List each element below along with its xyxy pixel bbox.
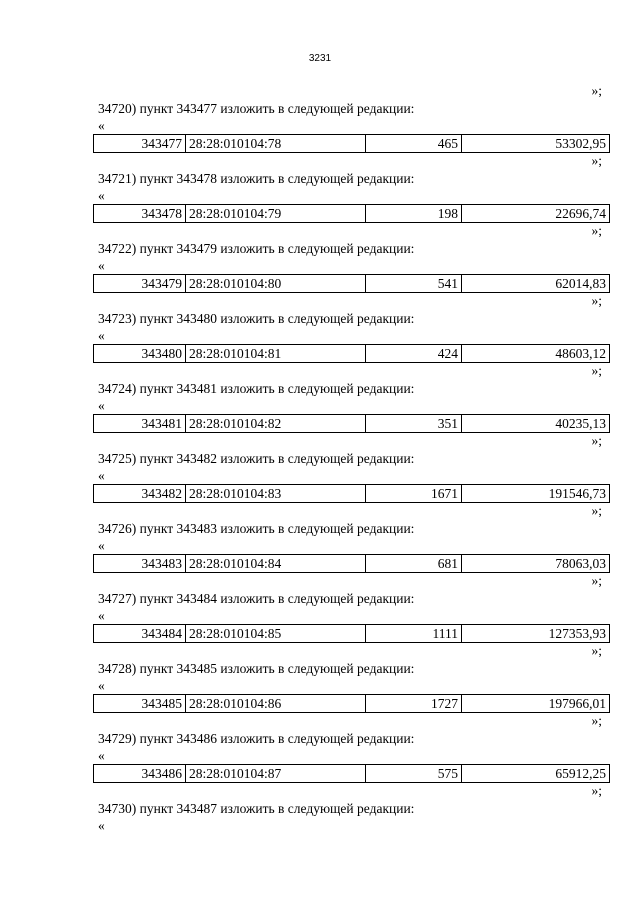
item-number-cell: 343479	[94, 275, 186, 293]
cadastral-number-cell: 28:28:010104:79	[186, 205, 366, 223]
amendment-block	[93, 642, 610, 712]
amendment-block	[93, 432, 610, 502]
table-row	[93, 624, 610, 643]
amendment-text: 34721) пункт 343478 изложить в следующей редакции:	[98, 171, 415, 186]
table-row	[93, 414, 610, 433]
table-row	[93, 274, 610, 293]
amendment-block	[93, 222, 610, 292]
amendment-block	[93, 502, 610, 572]
cadastral-number-cell: 28:28:010104:82	[186, 415, 366, 433]
item-number-cell: 343486	[94, 765, 186, 783]
table-row	[93, 484, 610, 503]
value-cell: 62014,83	[462, 275, 610, 293]
amendment-block	[93, 292, 610, 362]
closing-quote: »;	[591, 153, 602, 168]
closing-quote: »;	[591, 293, 602, 308]
closing-quote: »;	[591, 713, 602, 728]
area-cell: 1671	[366, 485, 462, 503]
area-cell: 198	[366, 205, 462, 223]
value-cell: 78063,03	[462, 555, 610, 573]
closing-quote: »;	[591, 503, 602, 518]
area-cell: 681	[366, 555, 462, 573]
closing-quote: »;	[591, 783, 602, 798]
table-row	[93, 344, 610, 363]
area-cell: 541	[366, 275, 462, 293]
value-cell: 53302,95	[462, 135, 610, 153]
opening-quote: «	[98, 328, 105, 343]
table-row	[93, 764, 610, 783]
area-cell: 465	[366, 135, 462, 153]
closing-quote: »;	[591, 573, 602, 588]
closing-quote: »;	[591, 363, 602, 378]
opening-quote: «	[98, 468, 105, 483]
cadastral-number-cell: 28:28:010104:84	[186, 555, 366, 573]
amendment-text: 34727) пункт 343484 изложить в следующей редакции:	[98, 591, 415, 606]
table-row	[93, 554, 610, 573]
amendment-block	[93, 362, 610, 432]
amendment-text: 34724) пункт 343481 изложить в следующей редакции:	[98, 381, 415, 396]
opening-quote: «	[98, 748, 105, 763]
area-cell: 424	[366, 345, 462, 363]
amendment-block	[93, 712, 610, 782]
amendment-text: 34728) пункт 343485 изложить в следующей редакции:	[98, 661, 415, 676]
opening-quote: «	[98, 398, 105, 413]
item-number-cell: 343485	[94, 695, 186, 713]
amendment-text: 34726) пункт 343483 изложить в следующей редакции:	[98, 521, 415, 536]
value-cell: 40235,13	[462, 415, 610, 433]
closing-quote: »;	[591, 433, 602, 448]
opening-quote: «	[98, 188, 105, 203]
value-cell: 191546,73	[462, 485, 610, 503]
opening-quote: «	[98, 678, 105, 693]
cadastral-number-cell: 28:28:010104:81	[186, 345, 366, 363]
closing-quote: »;	[591, 643, 602, 658]
amendment-text: 34729) пункт 343486 изложить в следующей редакции:	[98, 731, 415, 746]
cadastral-number-cell: 28:28:010104:80	[186, 275, 366, 293]
item-number-cell: 343478	[94, 205, 186, 223]
table-row	[93, 134, 610, 153]
closing-quote: »;	[591, 223, 602, 238]
cadastral-number-cell: 28:28:010104:86	[186, 695, 366, 713]
cadastral-number-cell: 28:28:010104:78	[186, 135, 366, 153]
table-row	[93, 204, 610, 223]
amendment-block	[93, 152, 610, 222]
area-cell: 1111	[366, 625, 462, 643]
page-number: 3231	[308, 53, 332, 64]
amendment-text: 34725) пункт 343482 изложить в следующей редакции:	[98, 451, 415, 466]
value-cell: 22696,74	[462, 205, 610, 223]
item-number-cell: 343480	[94, 345, 186, 363]
value-cell: 48603,12	[462, 345, 610, 363]
item-number-cell: 343477	[94, 135, 186, 153]
area-cell: 351	[366, 415, 462, 433]
amendment-text: 34723) пункт 343480 изложить в следующей редакции:	[98, 311, 415, 326]
cadastral-number-cell: 28:28:010104:85	[186, 625, 366, 643]
cadastral-number-cell: 28:28:010104:87	[186, 765, 366, 783]
opening-quote: «	[98, 258, 105, 273]
cadastral-number-cell: 28:28:010104:83	[186, 485, 366, 503]
amendment-text: 34722) пункт 343479 изложить в следующей редакции:	[98, 241, 415, 256]
document-body	[93, 82, 610, 833]
area-cell: 1727	[366, 695, 462, 713]
opening-quote: «	[98, 608, 105, 623]
item-number-cell: 343483	[94, 555, 186, 573]
amendment-block	[93, 572, 610, 642]
amendment-text: 34730) пункт 343487 изложить в следующей редакции:	[98, 801, 415, 816]
area-cell: 575	[366, 765, 462, 783]
amendment-block	[93, 82, 610, 152]
item-number-cell: 343481	[94, 415, 186, 433]
table-row	[93, 694, 610, 713]
opening-quote: «	[98, 818, 105, 833]
value-cell: 127353,93	[462, 625, 610, 643]
amendment-text: 34720) пункт 343477 изложить в следующей редакции:	[98, 101, 415, 116]
value-cell: 197966,01	[462, 695, 610, 713]
item-number-cell: 343482	[94, 485, 186, 503]
opening-quote: «	[98, 118, 105, 133]
value-cell: 65912,25	[462, 765, 610, 783]
item-number-cell: 343484	[94, 625, 186, 643]
opening-quote: «	[98, 538, 105, 553]
closing-quote: »;	[591, 83, 602, 98]
